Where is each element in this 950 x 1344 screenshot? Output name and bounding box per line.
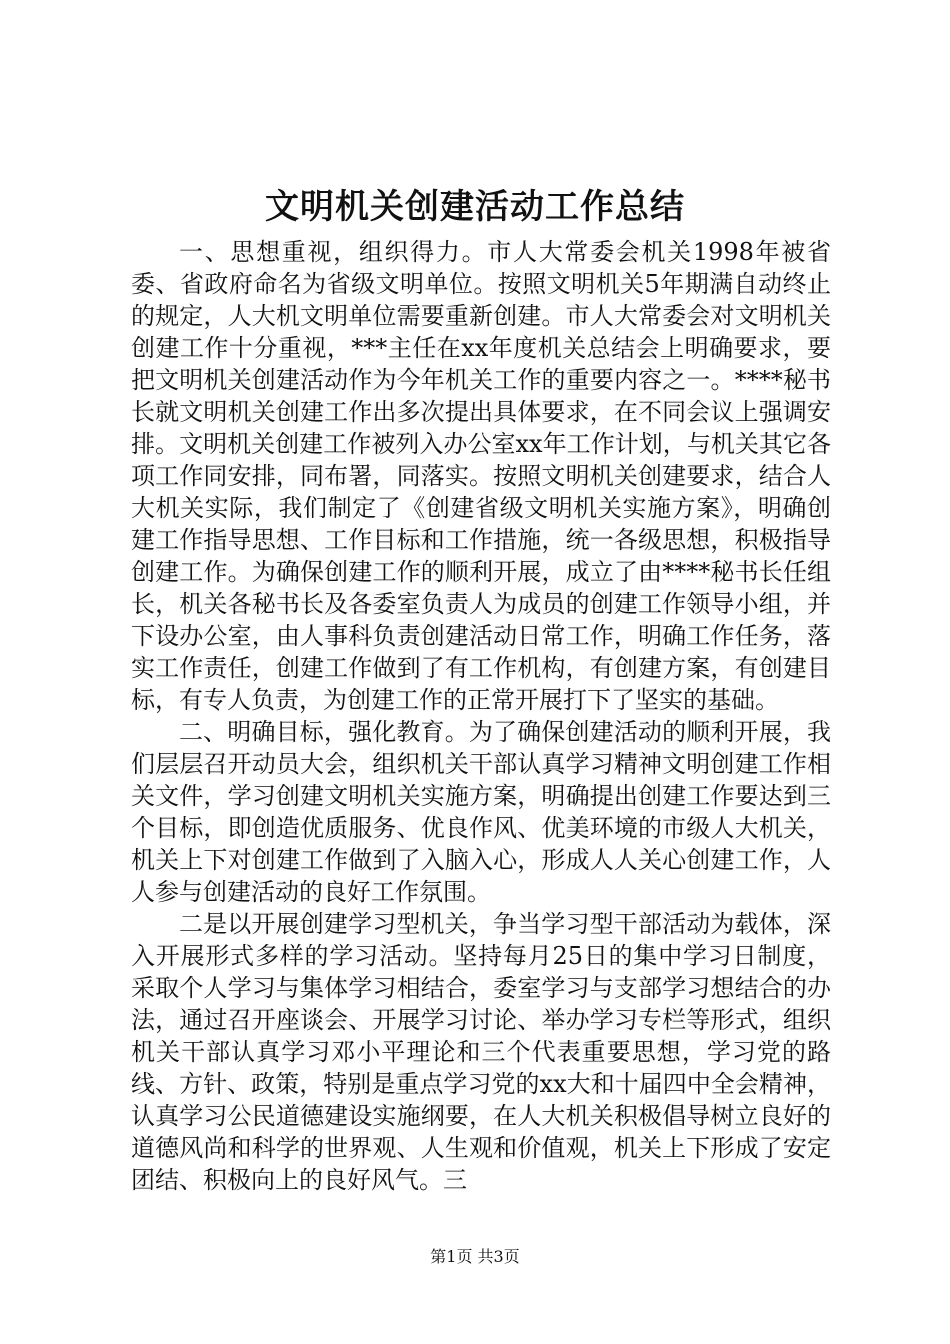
- paragraph-2: 二、明确目标，强化教育。为了确保创建活动的顺利开展，我们层层召开动员大会，组织机关干部认真学习精神文明创建工作相关文件，学习创建文明机关实施方案，明确提出创建工作要达到三个目标，即创造优质服务、优良作风、优美环境的市级人大机关，机关上下对创建工作做到了入脑入心，形成人人关心创建工作，人人参与创建活动的良好工作氛围。: [131, 718, 831, 906]
- document-body: [131, 236, 831, 1196]
- paragraph-1: 一、思想重视，组织得力。市人大常委会机关1998年被省委、省政府命名为省级文明单位。按照文明机关5年期满自动终止的规定，人大机文明单位需要重新创建。市人大常委会对文明机关创建工作十分重视，***主任在xx年度机关总结会上明确要求，要把文明机关创建活动作为今年机关工作的重要内容之一。****秘书长就文明机关创建工作出多次提出具体要求，在不同会议上强调安排。文明机关创建工作被列入办公室xx年工作计划，与机关其它各项工作同安排，同布署，同落实。按照文明机关创建要求，结合人大机关实际，我们制定了《创建省级文明机关实施方案》，明确创建工作指导思想、工作目标和工作措施，统一各级思想，积极指导创建工作。为确保创建工作的顺利开展，成立了由****秘书长任组长，机关各秘书长及各委室负责人为成员的创建工作领导小组，并下设办公室，由人事科负责创建活动日常工作，明确工作任务，落实工作责任，创建工作做到了有工作机构，有创建方案，有创建目标，有专人负责，为创建工作的正常开展打下了坚实的基础。: [131, 238, 831, 714]
- paragraph-3: 二是以开展创建学习型机关，争当学习型干部活动为载体，深入开展形式多样的学习活动。坚持每月25日的集中学习日制度，采取个人学习与集体学习相结合，委室学习与支部学习想结合的办法，通过召开座谈会、开展学习讨论、举办学习专栏等形式，组织机关干部认真学习邓小平理论和三个代表重要思想，学习党的路线、方针、政策，特别是重点学习党的xx大和十届四中全会精神，认真学习公民道德建设实施纲要，在人大机关积极倡导树立良好的道德风尚和科学的世界观、人生观和价值观，机关上下形成了安定团结、积极向上的良好风气。三: [131, 910, 831, 1194]
- document-title: 文明机关创建活动工作总结: [265, 187, 685, 227]
- page-footer: 第1页 共3页: [430, 1247, 520, 1266]
